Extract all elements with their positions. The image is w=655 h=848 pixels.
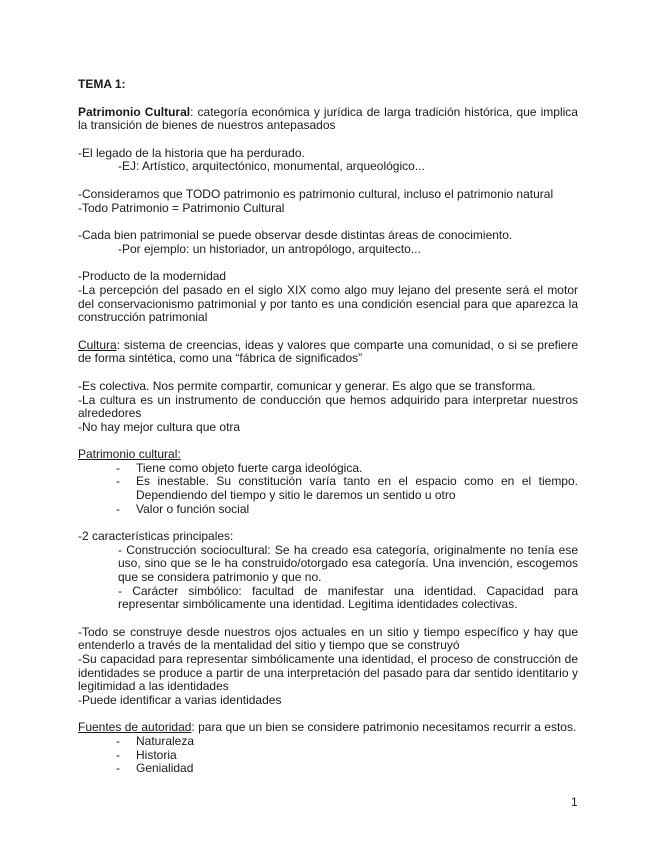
cultura-term: Cultura bbox=[78, 337, 117, 352]
bien-block bbox=[78, 229, 578, 256]
cultura-text: : sistema de creencias, ideas y valores que comparte una comunidad, o si se prefiere de forma sintética, como una “fábrica de significados” bbox=[78, 337, 578, 366]
caracteristicas-block bbox=[78, 530, 578, 612]
patrimonio-cultural-block bbox=[78, 448, 578, 516]
fuentes-paragraph bbox=[78, 721, 578, 735]
colectiva-line-2: -La cultura es un instrumento de conducción que hemos adquirido para interpretar nuestros alrededores bbox=[78, 392, 578, 421]
legado-example: -EJ: Artístico, arquitectónico, monumental, arqueológico... bbox=[118, 159, 425, 174]
caracteristicas-heading: -2 características principales: bbox=[78, 529, 234, 544]
modernidad-line-2: -La percepción del pasado en el siglo XIX como algo muy lejano del presente será el motor del conservacionismo patrimonial y por tanto es una condición esencial para que aparezca la construcción patrimonial bbox=[78, 282, 578, 325]
patrimonio-cultural-heading bbox=[78, 448, 578, 462]
legado-line: -El legado de la historia que ha perdurado. bbox=[78, 145, 305, 160]
intro-text: : categoría económica y jurídica de larga tradición histórica, que implica la transición de bienes de nuestros antepasados bbox=[78, 104, 578, 133]
list-item: - Tiene como objeto fuerte carga ideológica. bbox=[78, 462, 578, 476]
colectiva-line-3: -No hay mejor cultura que otra bbox=[78, 419, 241, 434]
list-item: - Es inestable. Su constitución varía tanto en el espacio como en el tiempo. Dependiendo del tiempo y sitio le daremos un sentido u otro bbox=[78, 475, 578, 502]
list-item: - Genialidad bbox=[78, 762, 578, 776]
colectiva-line-1: -Es colectiva. Nos permite compartir, comunicar y generar. Es algo que se transforma. bbox=[78, 378, 536, 393]
document-page bbox=[78, 78, 578, 790]
todo-block bbox=[78, 188, 578, 215]
intro-block bbox=[78, 106, 578, 133]
colectiva-block bbox=[78, 380, 578, 434]
caracteristicas-item-2: - Carácter simbólico: facultad de manifestar una identidad. Capacidad para representar simbólicamente una identidad. Legitima identidades colectivas. bbox=[118, 583, 578, 612]
fuentes-text: : para que un bien se considere patrimonio necesitamos recurrir a estos. bbox=[191, 720, 577, 735]
intro-paragraph bbox=[78, 106, 578, 133]
modernidad-block bbox=[78, 270, 578, 324]
modernidad-line-1: -Producto de la modernidad bbox=[78, 269, 227, 284]
caracteristicas-item-1: - Construcción sociocultural: Se ha creado esa categoría, originalmente no tenía ese uso, sino que se le ha construido/otorgado esa categoría. Una invención, escogemos que se considera patrimonio y que no. bbox=[118, 542, 578, 585]
todo-line-1: -Consideramos que TODO patrimonio es patrimonio cultural, incluso el patrimonio natural bbox=[78, 186, 554, 201]
construye-block bbox=[78, 626, 578, 708]
fuentes-block bbox=[78, 721, 578, 775]
cultura-paragraph bbox=[78, 339, 578, 366]
patrimonio-cultural-heading-text: Patrimonio cultural: bbox=[78, 447, 181, 462]
cultura-block bbox=[78, 339, 578, 366]
construye-line-2: -Su capacidad para representar simbólicamente una identidad, el proceso de construcción de identidades se produce a partir de una interpretación del pasado para dar sentido identitario y legitimidad a las identidades bbox=[78, 652, 578, 694]
todo-line-2: -Todo Patrimonio = Patrimonio Cultural bbox=[78, 200, 285, 215]
fuentes-term: Fuentes de autoridad bbox=[78, 720, 192, 735]
list-item: - Valor o función social bbox=[78, 503, 578, 517]
intro-term: Patrimonio Cultural bbox=[78, 104, 191, 119]
fuentes-list bbox=[78, 735, 578, 776]
bien-example: -Por ejemplo: un historiador, un antropólogo, arquitecto... bbox=[118, 241, 421, 256]
construye-line-1: -Todo se construye desde nuestros ojos actuales en un sitio y tiempo específico y hay que entenderlo a través de la mentalidad del sitio y tiempo que se construyó bbox=[78, 624, 578, 653]
list-item: - Naturaleza bbox=[78, 735, 578, 749]
page-number: 1 bbox=[571, 795, 578, 809]
legado-block bbox=[78, 147, 578, 174]
patrimonio-cultural-list bbox=[78, 462, 578, 516]
list-item: - Historia bbox=[78, 749, 578, 763]
construye-line-3: -Puede identificar a varias identidades bbox=[78, 692, 282, 707]
page-title: TEMA 1: bbox=[78, 77, 126, 91]
bien-line: -Cada bien patrimonial se puede observar desde distintas áreas de conocimiento. bbox=[78, 228, 513, 243]
